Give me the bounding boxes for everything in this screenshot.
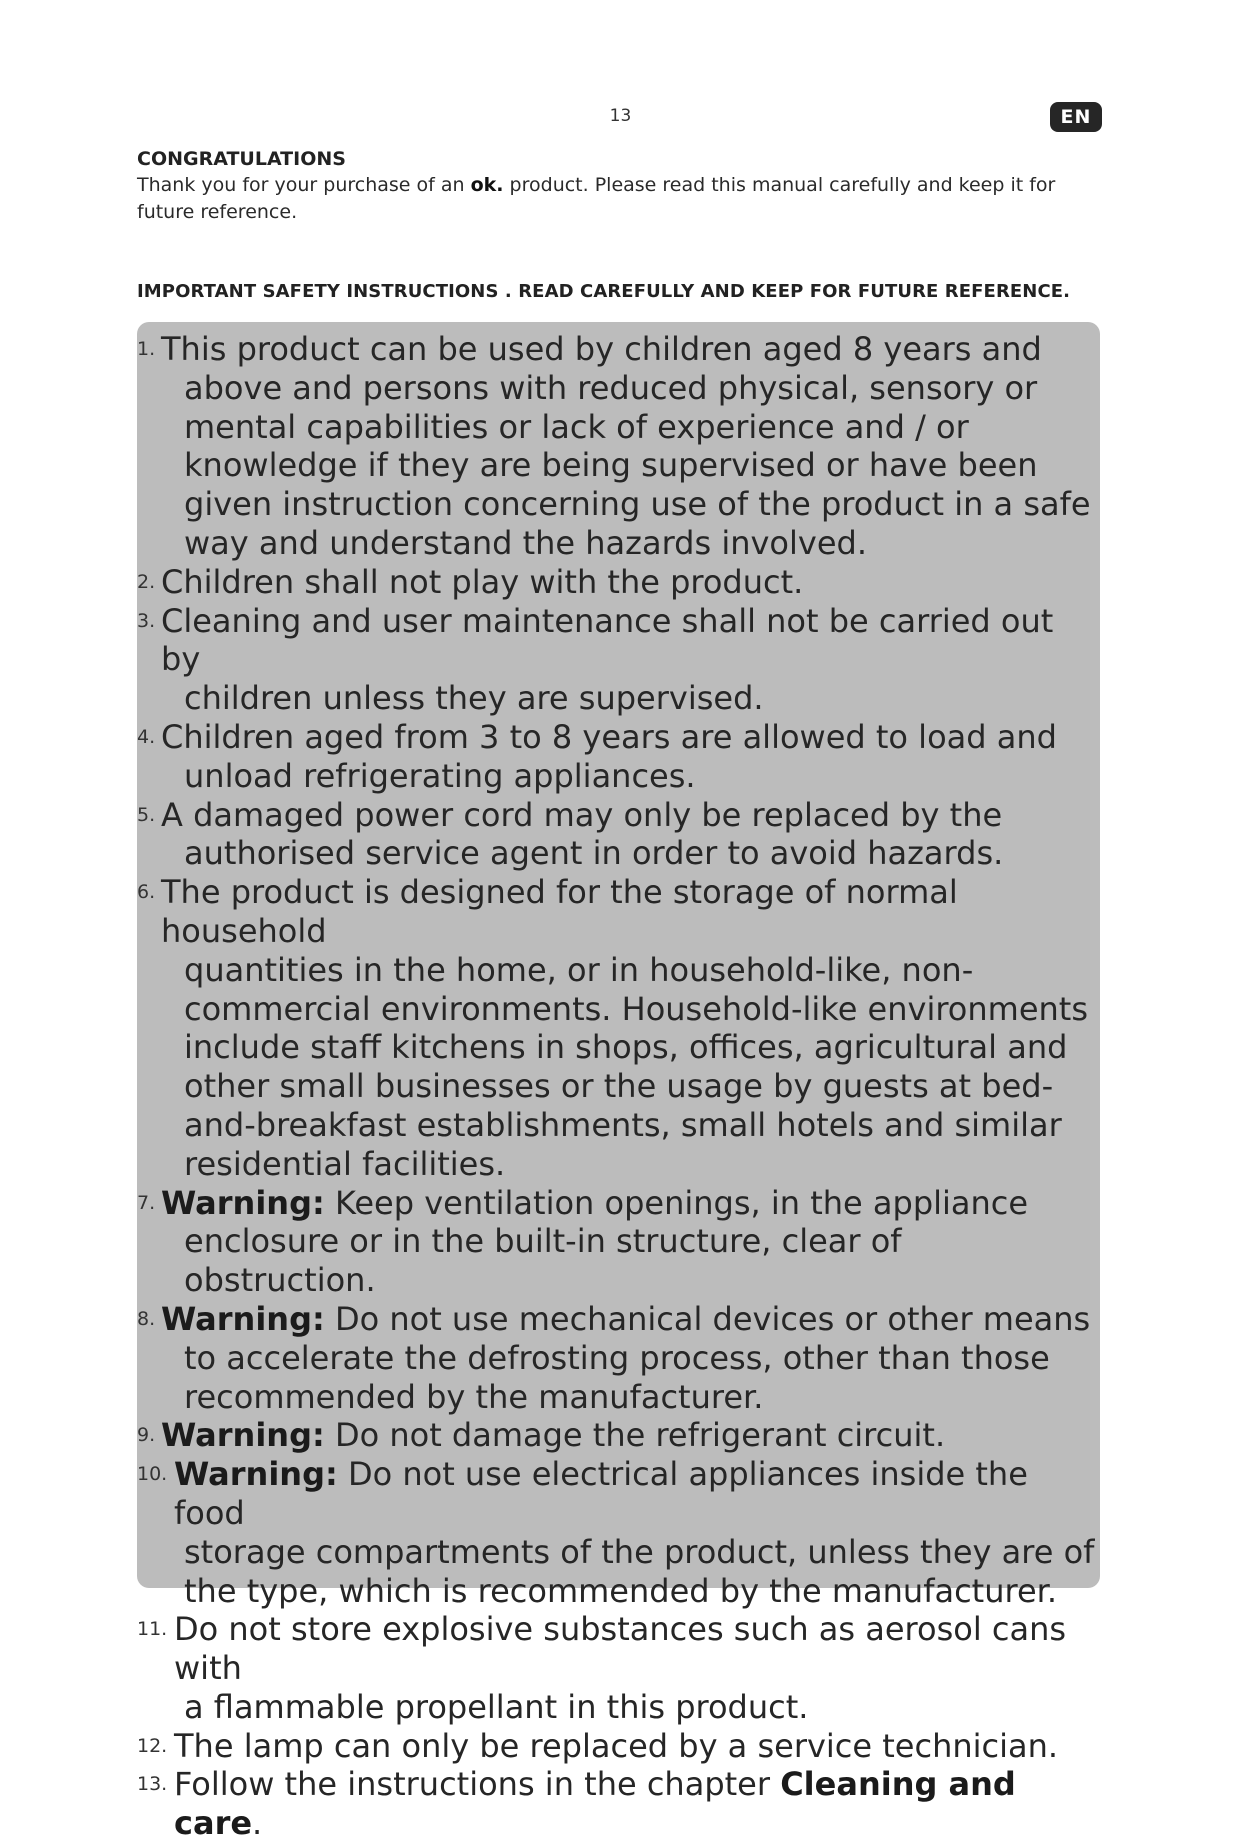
safety-item-8 (137, 1300, 1100, 1416)
warning-label: Warning: (161, 1416, 325, 1455)
item-text-first-line: A damaged power cord may only be replaced by the (161, 795, 1003, 834)
item-number: 12. (137, 1734, 168, 1757)
warning-text: Do not use electrical appliances inside the food (174, 1455, 1028, 1532)
safety-item-3 (137, 602, 1100, 718)
item-text-rest: enclosure or in the built-in structure, clear of obstruction. (184, 1222, 902, 1300)
congratulations-heading: CONGRATULATIONS (137, 148, 346, 170)
item-text-rest: children unless they are supervised. (184, 679, 764, 718)
item-number: 1. (137, 338, 156, 360)
item-number: 8. (137, 1307, 156, 1330)
safety-item-10 (137, 1455, 1100, 1610)
item-text-tail: . (252, 1804, 263, 1843)
language-badge: EN (1050, 102, 1102, 132)
item-number: 4. (137, 725, 156, 748)
item-number: 6. (137, 881, 156, 904)
item-text-first-line: The product is designed for the storage of normal household (161, 873, 958, 950)
safety-instructions-box (137, 322, 1100, 1843)
item-number: 5. (137, 803, 156, 826)
page-number: 13 (609, 106, 632, 126)
item-text-first-line (161, 1416, 1100, 1455)
warning-label: Warning: (161, 1299, 325, 1338)
intro-paragraph (137, 172, 1097, 226)
brand-name: ok. (470, 174, 504, 196)
safety-item-4 (137, 718, 1100, 796)
item-number: 2. (137, 570, 156, 593)
intro-text-after: product. Please read this manual carefully and keep it for future reference. (137, 174, 1056, 223)
item-text-first-line: This product can be used by children aged 8 years and (161, 330, 1042, 368)
item-number: 13. (137, 1773, 168, 1796)
item-text-rest: a flammable propellant in this product. (184, 1687, 809, 1726)
item-text-first-line: Cleaning and user maintenance shall not be carried out by (161, 601, 1054, 679)
item-text-first-line (161, 1184, 1100, 1223)
item-text-first-line (174, 1765, 1100, 1843)
warning-text: Do not damage the refrigerant circuit. (324, 1416, 946, 1455)
item-text-first-line: The lamp can only be replaced by a service technician. (174, 1726, 1059, 1765)
safety-item-6 (137, 873, 1100, 1183)
item-text-rest: storage compartments of the product, unless they are of the type, which is recommended by the manufacturer. (184, 1532, 1095, 1610)
warning-text: Do not use mechanical devices or other means (324, 1299, 1091, 1338)
item-text-rest: above and persons with reduced physical, sensory or mental capabilities or lack of experience and / or knowledge if they are being supervised or have been given instruction concerning use of the product in a safe way and understand the hazards involved. (184, 368, 1091, 562)
item-text-first-line: Children aged from 3 to 8 years are allowed to load and (161, 717, 1057, 756)
warning-text: Keep ventilation openings, in the appliance (324, 1183, 1029, 1222)
safety-instructions-heading: IMPORTANT SAFETY INSTRUCTIONS . READ CAREFULLY AND KEEP FOR FUTURE REFERENCE. (137, 281, 1071, 302)
item-text-first-line (161, 1300, 1100, 1339)
item-text: Follow the instructions in the chapter (174, 1765, 781, 1804)
safety-item-1 (137, 330, 1100, 563)
item-text-rest: authorised service agent in order to avoid hazards. (184, 834, 1004, 873)
item-text-rest: to accelerate the defrosting process, other than those recommended by the manufacturer. (184, 1338, 1050, 1416)
warning-label: Warning: (174, 1455, 338, 1494)
warning-label: Warning: (161, 1183, 325, 1222)
safety-item-2 (137, 563, 1100, 602)
safety-item-7 (137, 1184, 1100, 1300)
item-text-rest: quantities in the home, or in household-like, non-commercial environments. Household-like environments include staff kitchens in shops, offices, agricultural and other small businesses or the usage by guests at bed-and-breakfast establishments, small hotels and similar residential facilities. (184, 950, 1089, 1183)
item-number: 11. (137, 1618, 168, 1641)
item-text-first-line (174, 1455, 1100, 1533)
item-number: 10. (137, 1463, 168, 1486)
chapter-reference: Cleaning and care (174, 1765, 1016, 1843)
safety-item-5 (137, 796, 1100, 874)
safety-item-9 (137, 1416, 1100, 1455)
safety-item-13 (137, 1765, 1100, 1843)
safety-item-11 (137, 1610, 1100, 1726)
item-text-rest: unload refrigerating appliances. (184, 756, 696, 795)
item-number: 7. (137, 1191, 156, 1214)
item-text-first-line: Do not store explosive substances such as aerosol cans with (174, 1610, 1067, 1688)
item-number: 3. (137, 609, 156, 632)
intro-text-before: Thank you for your purchase of an (137, 174, 471, 196)
safety-item-12 (137, 1727, 1100, 1766)
item-text-first-line: Children shall not play with the product. (161, 562, 804, 601)
item-number: 9. (137, 1424, 156, 1447)
